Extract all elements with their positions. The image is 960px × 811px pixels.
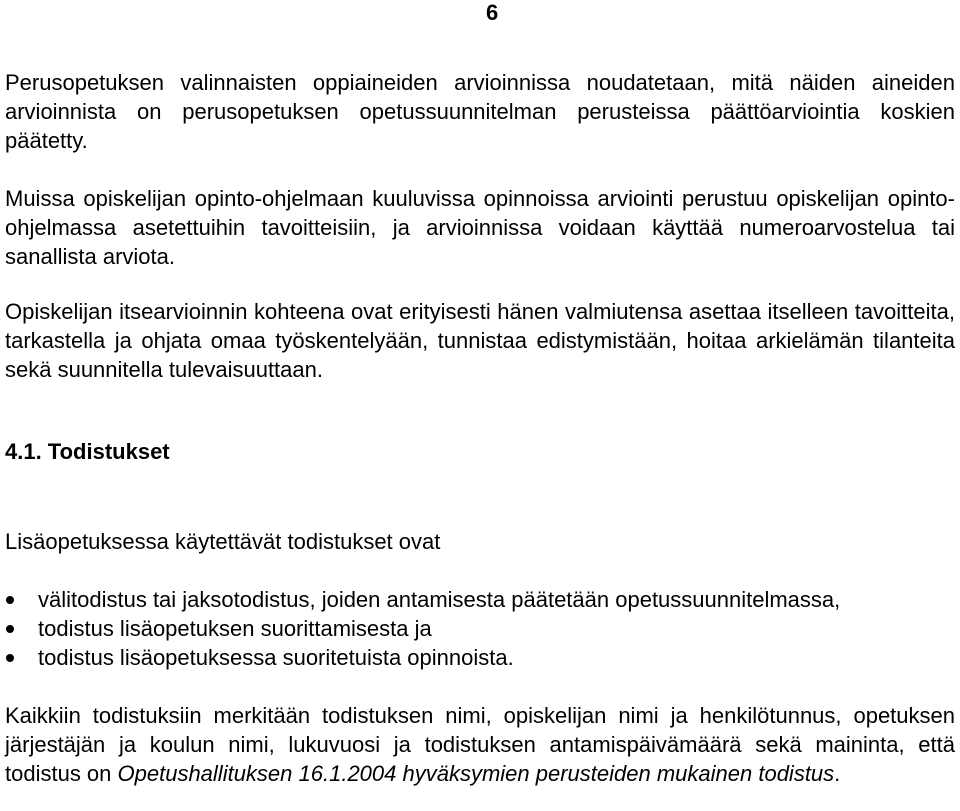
paragraph-merkinnat bbox=[5, 701, 955, 788]
list-item bbox=[0, 643, 955, 672]
list-item bbox=[0, 585, 955, 614]
paragraph-valinnaiset: Perusopetuksen valinnaisten oppiaineiden arvioinnissa noudatetaan, mitä näiden aineiden arvioinnista on perusopetuksen opetussuunnitelman perusteissa päättöarviointia koskien päätetty. bbox=[5, 70, 955, 153]
final-text: Kaikkiin todistuksiin merkitään todistuksen nimi, opiskelijan nimi ja henkilötunnus, opetuksen järjestäjän ja koulun nimi, lukuvuosi ja todistuksen antamispäivämäärä sekä maininta, että todistus on bbox=[5, 703, 955, 786]
final-text-end: . bbox=[834, 761, 841, 786]
section-lead: Lisäopetuksessa käytettävät todistukset ovat bbox=[5, 529, 441, 554]
final-italic-text: Opetushallituksen 16.1.2004 hyväksymien perusteiden mukainen todistus bbox=[117, 761, 835, 786]
page-number: 6 bbox=[486, 0, 499, 25]
bullet-icon bbox=[6, 654, 14, 662]
list-item-text: todistus lisäopetuksen suorittamisesta ja bbox=[38, 616, 432, 641]
paragraph-arviointi: Muissa opiskelijan opinto-ohjelmaan kuuluvissa opinnoissa arviointi perustuu opiskelijan opinto-ohjelmassa asetettuihin tavoitteisiin, ja arvioinnissa voidaan käyttää numeroarvostelua tai sanallista arviota. bbox=[5, 186, 955, 269]
paragraph-itsearviointi: Opiskelijan itsearvioinnin kohteena ovat erityisesti hänen valmiutensa asettaa itselleen tavoitteita, tarkastella ja ohjata omaa työskentelyään, tunnistaa edistymistään, hoitaa arkielämän tilanteita sekä suunnitella tulevaisuuttaan. bbox=[5, 299, 955, 382]
list-item-text: välitodistus tai jaksotodistus, joiden antamisesta päätetään opetussuunnitelmassa, bbox=[38, 587, 841, 612]
section-heading: 4.1. Todistukset bbox=[5, 439, 170, 464]
list-item bbox=[0, 614, 955, 643]
bullet-icon bbox=[6, 625, 14, 633]
bullet-icon bbox=[6, 596, 14, 604]
certificate-list bbox=[0, 585, 955, 672]
list-item-text: todistus lisäopetuksessa suoritetuista opinnoista. bbox=[38, 645, 514, 670]
